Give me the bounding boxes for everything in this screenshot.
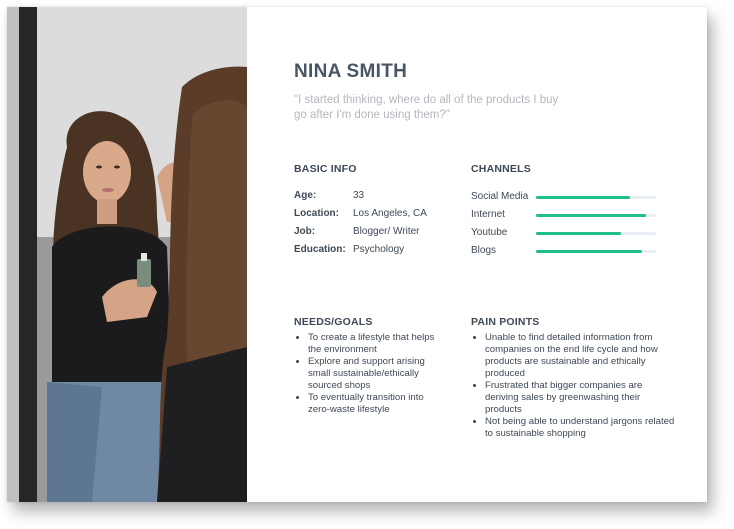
list-item: • To eventually transition into zero-waste lifestyle [308,392,448,416]
persona-card [7,7,707,502]
channels-title: CHANNELS [471,163,531,175]
list-item: • Not being able to understand jargons related to sustainable shopping [485,416,675,440]
channel-row-youtube [471,227,671,241]
info-value: Psychology [353,244,405,255]
channel-row-social-media [471,191,671,205]
info-label: Job: [294,226,316,237]
pain-points-list [471,332,675,440]
basic-info-title: BASIC INFO [294,163,357,175]
channel-label: Social Media [471,191,529,202]
info-label: Age: [294,190,317,201]
pain-points-title: PAIN POINTS [471,316,540,328]
list-item: • Frustrated that bigger companies are deriving sales by greenwashing their products [485,380,675,416]
channel-bar-track [536,250,656,253]
persona-name: NINA SMITH [294,61,408,82]
channel-bar-track [536,232,656,235]
info-label: Education: [294,244,346,255]
channel-bar-fill [536,214,646,217]
channel-row-blogs [471,245,671,259]
channel-bar-fill [536,196,630,199]
needs-goals-list [294,332,448,416]
info-value: Los Angeles, CA [353,208,427,219]
persona-quote: "I started thinking, where do all of the products I buy go after I'm done using them?" [294,94,559,121]
channel-bar-track [536,214,656,217]
channel-label: Blogs [471,245,497,256]
channel-label: Youtube [471,227,508,238]
channel-row-internet [471,209,671,223]
channel-bar-fill [536,232,621,235]
info-value: Blogger/ Writer [353,226,420,237]
channel-bar-fill [536,250,642,253]
person-photo-illustration [7,7,247,502]
list-item: • To create a lifestyle that helps the environment [308,332,448,356]
info-value: 33 [353,190,365,201]
channel-bar-track [536,196,656,199]
list-item: • Unable to find detailed information from companies on the end life cycle and how products are sustainable and ethically produced [485,332,675,380]
channel-label: Internet [471,209,505,220]
persona-photo [7,7,247,502]
needs-goals-title: NEEDS/GOALS [294,316,373,328]
list-item: • Explore and support arising small sustainable/ethically sourced shops [308,356,448,392]
info-label: Location: [294,208,339,219]
